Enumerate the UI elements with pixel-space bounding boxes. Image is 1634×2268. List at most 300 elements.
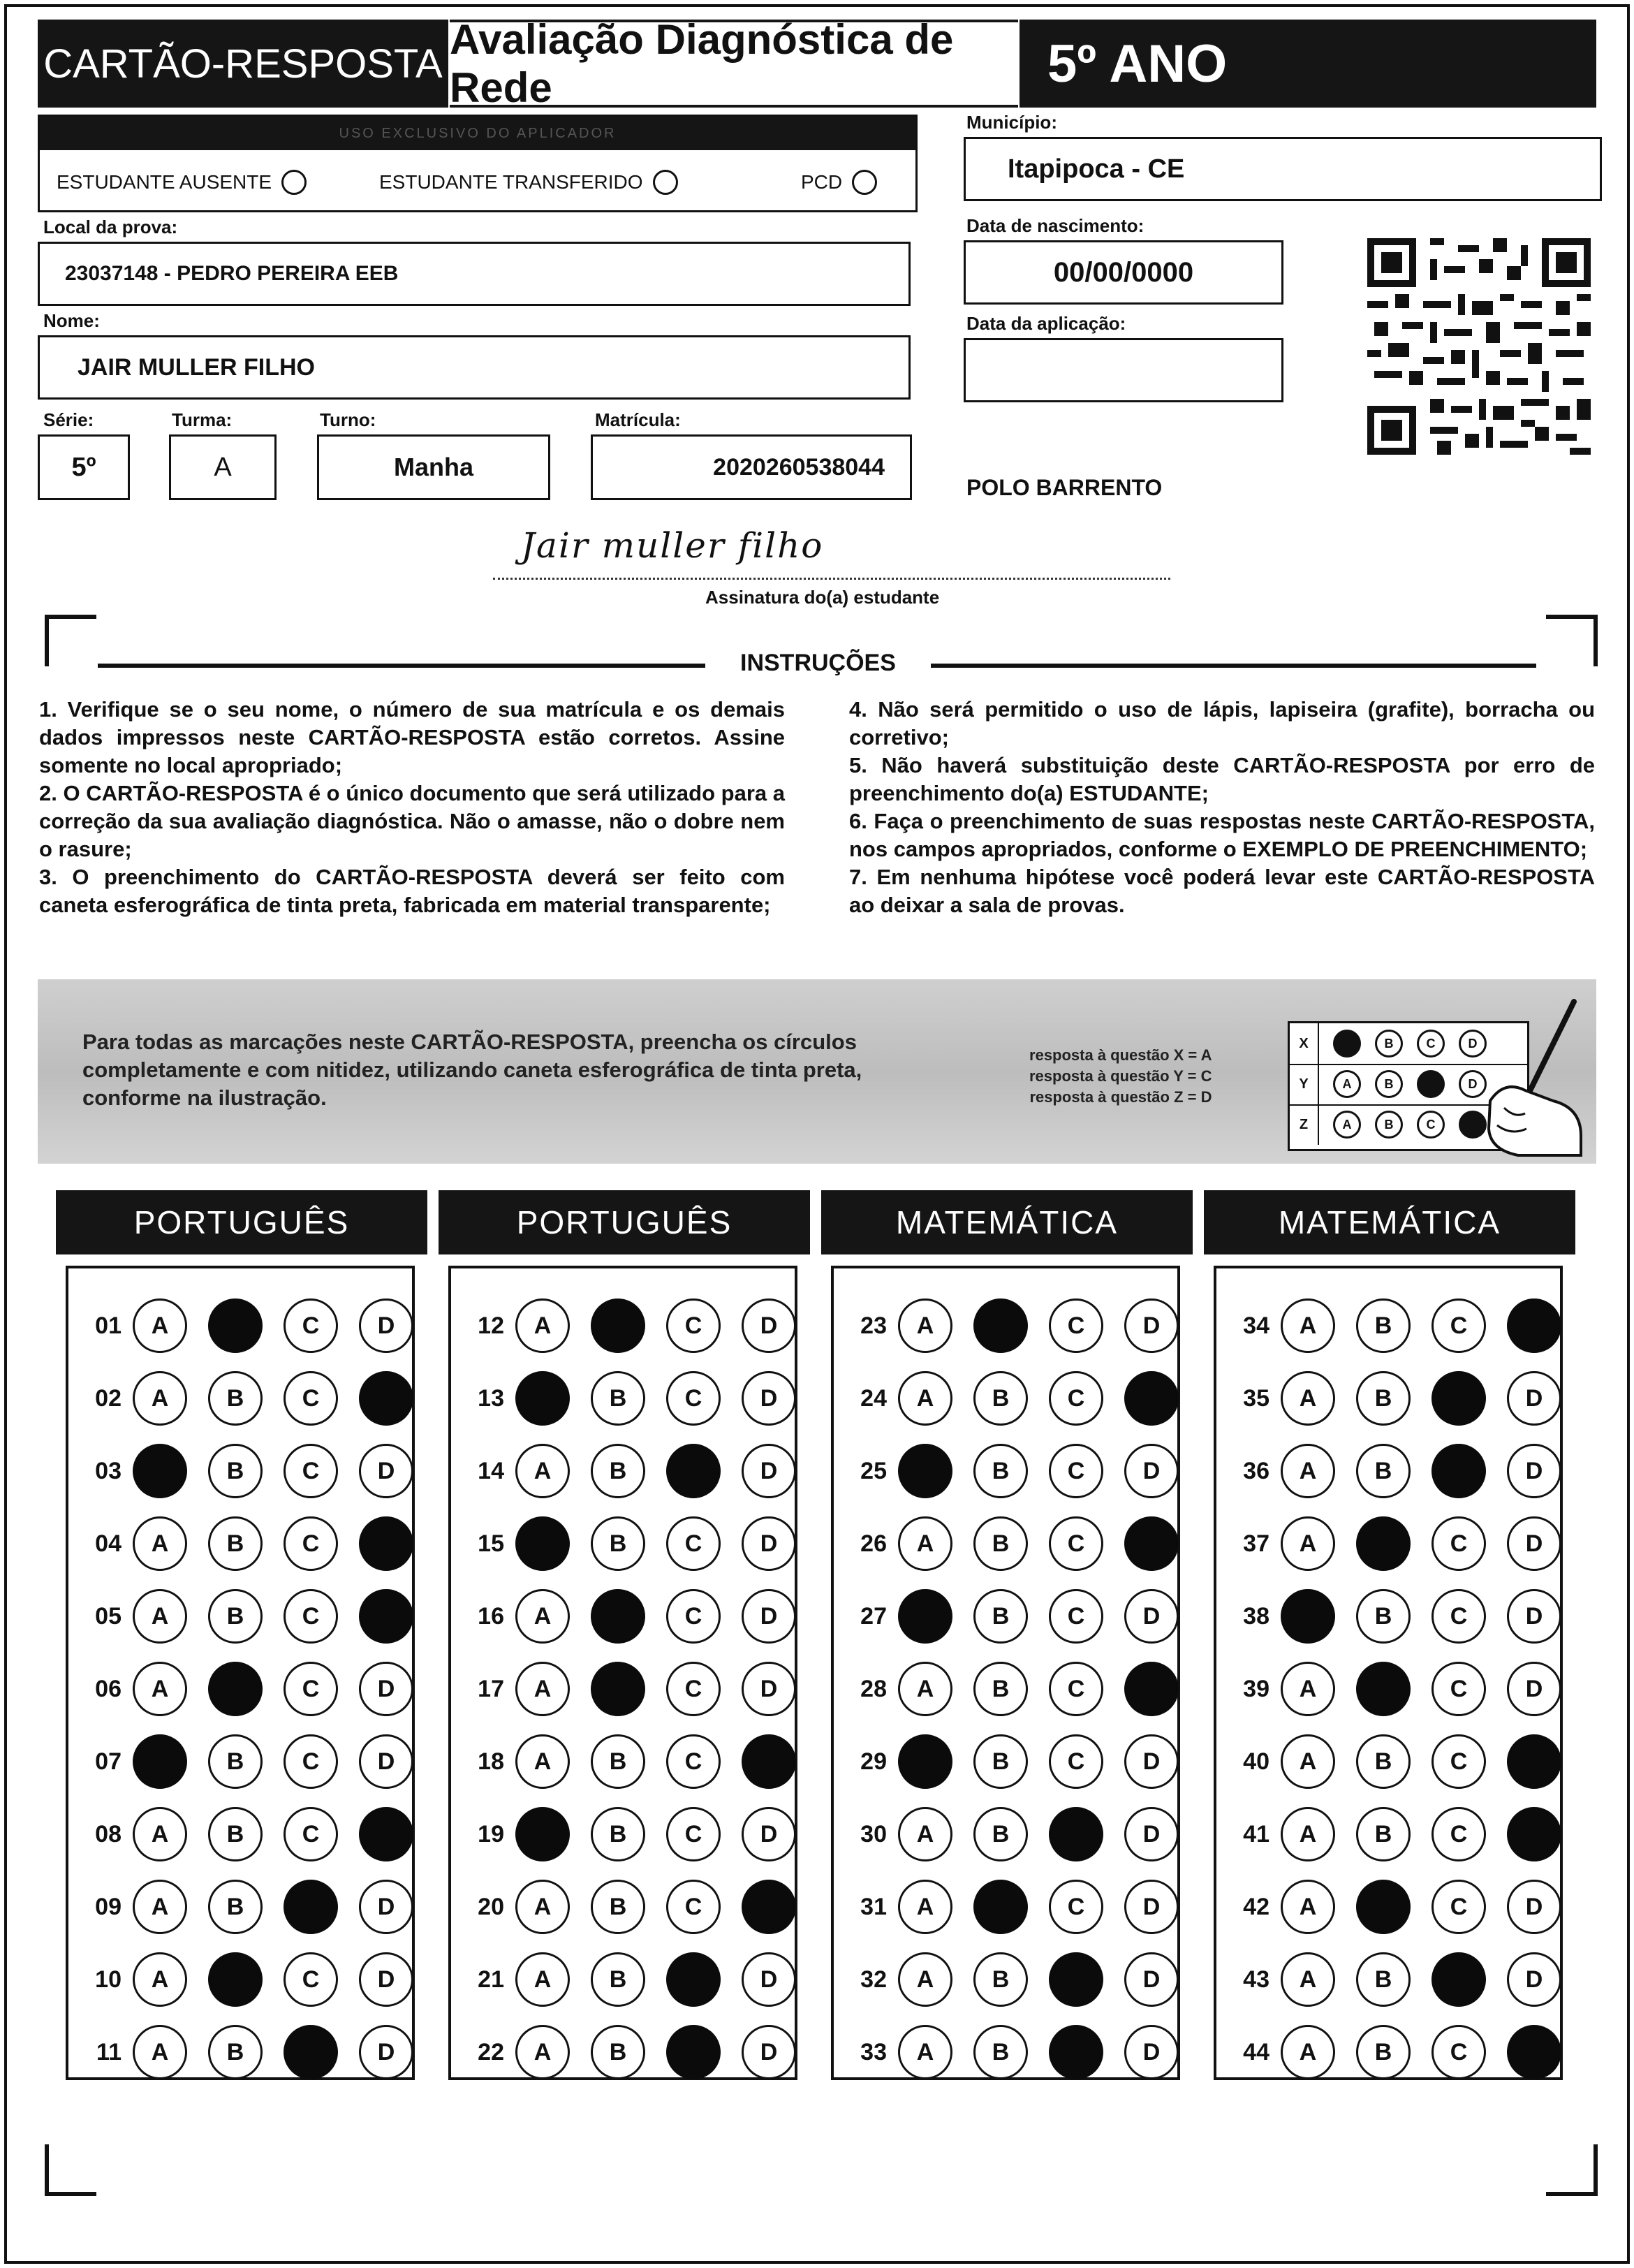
question-row bbox=[75, 1952, 434, 2007]
instruction-6: 6. Faça o preenchimento de suas respostas neste CARTÃO-RESPOSTA, nos campos apropriados, conforme o EXEMPLO DE PREENCHIMENTO; bbox=[849, 809, 1595, 861]
question-row bbox=[75, 1734, 434, 1790]
example-bubble: A bbox=[1333, 1111, 1361, 1139]
question-number: 29 bbox=[860, 1748, 887, 1775]
question-number: 23 bbox=[860, 1312, 887, 1339]
answer-bubble-b[interactable] bbox=[973, 1298, 1028, 1353]
corner-mark-bl bbox=[45, 2144, 96, 2196]
question-number: 19 bbox=[478, 1820, 504, 1848]
question-row bbox=[458, 1661, 817, 1717]
example-bubble bbox=[1333, 1030, 1361, 1058]
answer-bubble-b[interactable]: B bbox=[973, 1371, 1028, 1426]
question-row bbox=[841, 1443, 1200, 1499]
fill-example-text: Para todas as marcações neste CARTÃO-RESPOSTA, preencha os círculos completamente e com nitidez, utilizando caneta esferográfica de tinta preta, conforme na ilustração. bbox=[82, 1030, 862, 1110]
example-bubble: A bbox=[1333, 1070, 1361, 1098]
answer-bubble-a[interactable]: A bbox=[1281, 2025, 1335, 2079]
answer-bubble-b[interactable] bbox=[591, 1662, 645, 1716]
answer-bubble-a[interactable]: A bbox=[133, 1880, 187, 1934]
answer-bubble-b[interactable]: B bbox=[208, 1516, 263, 1571]
example-bubble: B bbox=[1375, 1111, 1403, 1139]
answer-bubble-b[interactable]: B bbox=[973, 1444, 1028, 1498]
answer-bubble-c[interactable] bbox=[1431, 1444, 1486, 1498]
legend-y: resposta à questão Y = C bbox=[1029, 1067, 1212, 1085]
answer-bubble-c[interactable]: C bbox=[284, 1734, 338, 1789]
example-row-label: Y bbox=[1290, 1064, 1319, 1104]
question-number: 20 bbox=[478, 1893, 504, 1920]
question-number: 13 bbox=[478, 1384, 504, 1412]
serie-field: 5º bbox=[38, 434, 130, 500]
example-bubble: D bbox=[1459, 1030, 1487, 1058]
question-row bbox=[841, 1588, 1200, 1644]
answer-bubble-b[interactable]: B bbox=[973, 1662, 1028, 1716]
question-row bbox=[458, 1443, 817, 1499]
example-bubble: B bbox=[1375, 1030, 1403, 1058]
answer-bubble-b[interactable] bbox=[591, 1298, 645, 1353]
answer-bubble-d[interactable]: D bbox=[359, 1444, 413, 1498]
answer-bubble-c[interactable] bbox=[666, 1444, 721, 1498]
answer-block bbox=[1214, 1266, 1563, 2080]
answer-bubble-a[interactable]: A bbox=[515, 1589, 570, 1644]
example-row-label: X bbox=[1290, 1023, 1319, 1064]
answer-bubble-d[interactable] bbox=[1124, 1371, 1179, 1426]
question-row bbox=[841, 1516, 1200, 1572]
answer-bubble-d[interactable]: D bbox=[1124, 2025, 1179, 2079]
instruction-7: 7. Em nenhuma hipótese você poderá levar este CARTÃO-RESPOSTA ao deixar a sala de provas. bbox=[849, 865, 1595, 917]
example-bubble: C bbox=[1417, 1030, 1445, 1058]
answer-bubble-d[interactable] bbox=[1507, 1734, 1561, 1789]
answer-bubble-b[interactable]: B bbox=[208, 1444, 263, 1498]
answer-bubble-d[interactable]: D bbox=[742, 1298, 796, 1353]
answer-bubble-d[interactable] bbox=[359, 1589, 413, 1644]
answer-bubble-d[interactable]: D bbox=[742, 2025, 796, 2079]
answer-bubble-a[interactable]: A bbox=[515, 1880, 570, 1934]
question-number: 03 bbox=[95, 1457, 122, 1484]
answer-bubble-a[interactable]: A bbox=[898, 2025, 952, 2079]
question-number: 26 bbox=[860, 1530, 887, 1557]
answer-bubble-c[interactable]: C bbox=[666, 1662, 721, 1716]
answer-bubble-d[interactable] bbox=[1507, 1298, 1561, 1353]
question-number: 31 bbox=[860, 1893, 887, 1920]
pcd-radio[interactable] bbox=[852, 170, 877, 195]
legend-x: resposta à questão X = A bbox=[1029, 1046, 1212, 1064]
absent-radio[interactable] bbox=[281, 170, 307, 195]
matricula-label: Matrícula: bbox=[595, 409, 681, 430]
answer-bubble-a[interactable] bbox=[1281, 1589, 1335, 1644]
answer-bubble-b[interactable]: B bbox=[591, 2025, 645, 2079]
answer-bubble-b[interactable]: B bbox=[591, 1807, 645, 1861]
question-number: 28 bbox=[860, 1675, 887, 1702]
answer-bubble-d[interactable]: D bbox=[359, 1880, 413, 1934]
section-header: PORTUGUÊS bbox=[56, 1190, 427, 1254]
answer-bubble-c[interactable]: C bbox=[284, 1807, 338, 1861]
answer-bubble-a[interactable]: A bbox=[898, 1662, 952, 1716]
answer-bubble-d[interactable]: D bbox=[1124, 1807, 1179, 1861]
question-row bbox=[1223, 1298, 1582, 1354]
municipio-field: Itapipoca - CE bbox=[964, 137, 1602, 201]
question-row bbox=[458, 2024, 817, 2080]
question-row bbox=[841, 1298, 1200, 1354]
question-number: 33 bbox=[860, 2038, 887, 2065]
answer-bubble-a[interactable]: A bbox=[1281, 1952, 1335, 2007]
answer-bubble-a[interactable] bbox=[898, 1734, 952, 1789]
answer-bubble-a[interactable]: A bbox=[898, 1952, 952, 2007]
question-number: 05 bbox=[95, 1602, 122, 1630]
answer-bubble-a[interactable] bbox=[515, 1516, 570, 1571]
question-row bbox=[458, 1370, 817, 1426]
answer-bubble-d[interactable] bbox=[1507, 2025, 1561, 2079]
question-number: 02 bbox=[95, 1384, 122, 1412]
answer-bubble-b[interactable] bbox=[208, 1662, 263, 1716]
answer-bubble-b[interactable] bbox=[1356, 1516, 1411, 1571]
answer-bubble-c[interactable]: C bbox=[666, 1298, 721, 1353]
question-row bbox=[75, 1370, 434, 1426]
question-row bbox=[1223, 1661, 1582, 1717]
answer-bubble-d[interactable] bbox=[1124, 1662, 1179, 1716]
answer-bubble-c[interactable]: C bbox=[1049, 1662, 1103, 1716]
aplicacao-label: Data da aplicação: bbox=[966, 313, 1126, 334]
answer-bubble-b[interactable]: B bbox=[591, 1516, 645, 1571]
question-number: 16 bbox=[478, 1602, 504, 1630]
nome-label: Nome: bbox=[43, 310, 100, 331]
answer-bubble-c[interactable]: C bbox=[284, 1444, 338, 1498]
answer-bubble-a[interactable] bbox=[898, 1589, 952, 1644]
answer-bubble-a[interactable] bbox=[133, 1734, 187, 1789]
answer-bubble-b[interactable]: B bbox=[1356, 1952, 1411, 2007]
answer-bubble-b[interactable]: B bbox=[973, 1952, 1028, 2007]
instruction-5: 5. Não haverá substituição deste CARTÃO-RESPOSTA por erro de preenchimento do(a) ESTUDANTE; bbox=[849, 753, 1595, 805]
question-row bbox=[1223, 1516, 1582, 1572]
question-row bbox=[75, 1661, 434, 1717]
answer-bubble-c[interactable] bbox=[666, 1952, 721, 2007]
question-row bbox=[1223, 1370, 1582, 1426]
question-number: 41 bbox=[1243, 1820, 1269, 1848]
question-number: 34 bbox=[1243, 1312, 1269, 1339]
nascimento-label: Data de nascimento: bbox=[966, 215, 1144, 236]
answer-bubble-a[interactable]: A bbox=[1281, 1880, 1335, 1934]
answer-bubble-d[interactable] bbox=[359, 1807, 413, 1861]
legend-z: resposta à questão Z = D bbox=[1029, 1088, 1212, 1106]
applicator-strip: USO EXCLUSIVO DO APLICADOR bbox=[40, 117, 915, 150]
question-row bbox=[458, 1879, 817, 1935]
answer-bubble-c[interactable]: C bbox=[1049, 1734, 1103, 1789]
answer-bubble-c[interactable] bbox=[1431, 1952, 1486, 2007]
answer-bubble-b[interactable]: B bbox=[208, 1880, 263, 1934]
question-number: 11 bbox=[96, 2038, 122, 2065]
answer-bubble-c[interactable]: C bbox=[1431, 1298, 1486, 1353]
answer-bubble-a[interactable]: A bbox=[133, 2025, 187, 2079]
answer-bubble-a[interactable]: A bbox=[133, 1371, 187, 1426]
fill-example-legend bbox=[1029, 1045, 1212, 1108]
answer-bubble-b[interactable]: B bbox=[973, 2025, 1028, 2079]
answer-bubble-d[interactable]: D bbox=[359, 1734, 413, 1789]
question-number: 08 bbox=[95, 1820, 122, 1848]
signature-caption: Assinatura do(a) estudante bbox=[705, 587, 940, 608]
answer-bubble-b[interactable] bbox=[208, 1952, 263, 2007]
answer-bubble-d[interactable]: D bbox=[1124, 1880, 1179, 1934]
local-label: Local da prova: bbox=[43, 217, 178, 237]
question-number: 18 bbox=[478, 1748, 504, 1775]
answer-bubble-b[interactable] bbox=[208, 1298, 263, 1353]
answer-bubble-c[interactable] bbox=[1049, 1807, 1103, 1861]
serie-label: Série: bbox=[43, 409, 94, 430]
answer-bubble-b[interactable]: B bbox=[1356, 1444, 1411, 1498]
answer-bubble-a[interactable]: A bbox=[1281, 1662, 1335, 1716]
question-number: 40 bbox=[1243, 1748, 1269, 1775]
answer-bubble-a[interactable]: A bbox=[133, 1298, 187, 1353]
answer-bubble-d[interactable]: D bbox=[1507, 1444, 1561, 1498]
question-number: 06 bbox=[95, 1675, 122, 1702]
answer-bubble-a[interactable]: A bbox=[133, 1662, 187, 1716]
transferred-radio[interactable] bbox=[653, 170, 678, 195]
answer-bubble-b[interactable] bbox=[1356, 1662, 1411, 1716]
question-number: 17 bbox=[478, 1675, 504, 1702]
answer-bubble-a[interactable]: A bbox=[515, 1298, 570, 1353]
answer-bubble-d[interactable]: D bbox=[742, 1807, 796, 1861]
instruction-2: 2. O CARTÃO-RESPOSTA é o único documento que será utilizado para a correção da sua avaliação diagnóstica. Não o amasse, não o dobre nem o rasure; bbox=[39, 781, 785, 861]
answer-bubble-a[interactable]: A bbox=[515, 2025, 570, 2079]
answer-bubble-d[interactable] bbox=[359, 1516, 413, 1571]
answer-bubble-b[interactable]: B bbox=[591, 1444, 645, 1498]
absent-option[interactable] bbox=[57, 170, 307, 195]
answer-bubble-c[interactable]: C bbox=[1049, 1589, 1103, 1644]
answer-bubble-a[interactable]: A bbox=[898, 1807, 952, 1861]
answer-bubble-c[interactable]: C bbox=[1431, 2025, 1486, 2079]
answer-bubble-a[interactable]: A bbox=[898, 1880, 952, 1934]
polo-label: POLO BARRENTO bbox=[966, 475, 1163, 500]
answer-bubble-b[interactable]: B bbox=[973, 1734, 1028, 1789]
question-row bbox=[1223, 1588, 1582, 1644]
turma-label: Turma: bbox=[172, 409, 233, 430]
answer-bubble-d[interactable]: D bbox=[742, 1371, 796, 1426]
answer-bubble-c[interactable]: C bbox=[1049, 1880, 1103, 1934]
question-row bbox=[75, 1806, 434, 1862]
answer-bubble-c[interactable] bbox=[1049, 1952, 1103, 2007]
answer-bubble-c[interactable]: C bbox=[666, 1589, 721, 1644]
answer-bubble-a[interactable]: A bbox=[1281, 1298, 1335, 1353]
question-number: 32 bbox=[860, 1966, 887, 1993]
question-row bbox=[75, 2024, 434, 2080]
answer-bubble-c[interactable]: C bbox=[284, 1298, 338, 1353]
answer-bubble-b[interactable] bbox=[591, 1589, 645, 1644]
question-row bbox=[1223, 1443, 1582, 1499]
answer-bubble-a[interactable] bbox=[898, 1444, 952, 1498]
answer-bubble-d[interactable]: D bbox=[1507, 1952, 1561, 2007]
section-header: MATEMÁTICA bbox=[1204, 1190, 1575, 1254]
answer-bubble-b[interactable]: B bbox=[208, 1807, 263, 1861]
answer-bubble-c[interactable]: C bbox=[1049, 1298, 1103, 1353]
answer-bubble-c[interactable] bbox=[284, 1880, 338, 1934]
answer-bubble-d[interactable]: D bbox=[742, 1952, 796, 2007]
answer-bubble-d[interactable]: D bbox=[359, 1952, 413, 2007]
answer-bubble-b[interactable]: B bbox=[208, 1371, 263, 1426]
answer-bubble-d[interactable] bbox=[1507, 1807, 1561, 1861]
transferred-option[interactable] bbox=[379, 170, 678, 195]
question-row bbox=[841, 2024, 1200, 2080]
answer-bubble-a[interactable]: A bbox=[133, 1589, 187, 1644]
example-bubble: B bbox=[1375, 1070, 1403, 1098]
answer-bubble-d[interactable]: D bbox=[1507, 1662, 1561, 1716]
section-header: MATEMÁTICA bbox=[821, 1190, 1193, 1254]
answer-bubble-c[interactable] bbox=[284, 2025, 338, 2079]
example-row-label: Z bbox=[1290, 1104, 1319, 1145]
answer-bubble-d[interactable]: D bbox=[1507, 1371, 1561, 1426]
answer-bubble-d[interactable]: D bbox=[742, 1589, 796, 1644]
answer-bubble-c[interactable]: C bbox=[284, 1589, 338, 1644]
answer-bubble-c[interactable]: C bbox=[1049, 1444, 1103, 1498]
answer-bubble-c[interactable]: C bbox=[1431, 1589, 1486, 1644]
answer-bubble-b[interactable]: B bbox=[591, 1952, 645, 2007]
question-number: 42 bbox=[1243, 1893, 1269, 1920]
answer-bubble-c[interactable]: C bbox=[1049, 1516, 1103, 1571]
answer-bubble-b[interactable]: B bbox=[973, 1589, 1028, 1644]
question-row bbox=[75, 1516, 434, 1572]
instructions-right bbox=[849, 696, 1595, 919]
section-header: PORTUGUÊS bbox=[439, 1190, 810, 1254]
answer-bubble-c[interactable] bbox=[1049, 2025, 1103, 2079]
question-number: 07 bbox=[95, 1748, 122, 1775]
answer-bubble-c[interactable]: C bbox=[1431, 1734, 1486, 1789]
answer-bubble-d[interactable]: D bbox=[1124, 1734, 1179, 1789]
answer-bubble-d[interactable] bbox=[742, 1880, 796, 1934]
answer-bubble-a[interactable]: A bbox=[898, 1371, 952, 1426]
question-row bbox=[458, 1588, 817, 1644]
answer-bubble-a[interactable]: A bbox=[1281, 1516, 1335, 1571]
answer-bubble-a[interactable]: A bbox=[1281, 1371, 1335, 1426]
answer-bubble-d[interactable]: D bbox=[359, 1662, 413, 1716]
question-number: 36 bbox=[1243, 1457, 1269, 1484]
absent-label: ESTUDANTE AUSENTE bbox=[57, 171, 272, 193]
question-row bbox=[458, 1516, 817, 1572]
card-type-title: CARTÃO-RESPOSTA bbox=[38, 20, 448, 108]
answer-block bbox=[448, 1266, 797, 2080]
example-bubble bbox=[1417, 1070, 1445, 1098]
answer-bubble-c[interactable]: C bbox=[1431, 1662, 1486, 1716]
answer-bubble-b[interactable]: B bbox=[1356, 1589, 1411, 1644]
answer-bubble-c[interactable]: C bbox=[1431, 1880, 1486, 1934]
answer-bubble-b[interactable]: B bbox=[1356, 1298, 1411, 1353]
answer-bubble-d[interactable]: D bbox=[742, 1662, 796, 1716]
answer-bubble-a[interactable]: A bbox=[515, 1662, 570, 1716]
question-number: 38 bbox=[1243, 1602, 1269, 1630]
answer-bubble-a[interactable] bbox=[515, 1807, 570, 1861]
answer-bubble-d[interactable]: D bbox=[359, 1298, 413, 1353]
answer-bubble-c[interactable]: C bbox=[284, 1952, 338, 2007]
answer-bubble-c[interactable]: C bbox=[1431, 1516, 1486, 1571]
answer-bubble-a[interactable]: A bbox=[515, 1734, 570, 1789]
answer-bubble-a[interactable]: A bbox=[133, 1807, 187, 1861]
answer-bubble-c[interactable]: C bbox=[666, 1371, 721, 1426]
answer-bubble-a[interactable]: A bbox=[1281, 1444, 1335, 1498]
answer-bubble-b[interactable] bbox=[1356, 1880, 1411, 1934]
answer-bubble-c[interactable]: C bbox=[1049, 1371, 1103, 1426]
question-row bbox=[75, 1443, 434, 1499]
answer-bubble-b[interactable]: B bbox=[1356, 1371, 1411, 1426]
signature-handwriting: Jair muller filho bbox=[521, 525, 824, 566]
answer-bubble-b[interactable]: B bbox=[591, 1880, 645, 1934]
answer-bubble-d[interactable]: D bbox=[742, 1444, 796, 1498]
question-number: 04 bbox=[95, 1530, 122, 1557]
answer-bubble-d[interactable]: D bbox=[1124, 1589, 1179, 1644]
answer-bubble-a[interactable]: A bbox=[515, 1444, 570, 1498]
question-number: 12 bbox=[478, 1312, 504, 1339]
answer-bubble-a[interactable] bbox=[515, 1371, 570, 1426]
answer-bubble-c[interactable] bbox=[1431, 1371, 1486, 1426]
answer-bubble-c[interactable]: C bbox=[666, 1734, 721, 1789]
answer-bubble-d[interactable]: D bbox=[1507, 1589, 1561, 1644]
answer-bubble-a[interactable]: A bbox=[1281, 1807, 1335, 1861]
answer-bubble-b[interactable]: B bbox=[591, 1734, 645, 1789]
question-row bbox=[458, 1952, 817, 2007]
question-number: 10 bbox=[95, 1966, 122, 1993]
answer-bubble-b[interactable]: B bbox=[973, 1516, 1028, 1571]
answer-bubble-d[interactable]: D bbox=[1507, 1880, 1561, 1934]
answer-bubble-b[interactable]: B bbox=[208, 2025, 263, 2079]
answer-bubble-a[interactable]: A bbox=[898, 1298, 952, 1353]
local-field: 23037148 - PEDRO PEREIRA EEB bbox=[38, 242, 911, 306]
answer-bubble-c[interactable]: C bbox=[284, 1371, 338, 1426]
question-number: 30 bbox=[860, 1820, 887, 1848]
answer-bubble-c[interactable] bbox=[666, 2025, 721, 2079]
answer-bubble-b[interactable]: B bbox=[1356, 1734, 1411, 1789]
qr-code bbox=[1367, 237, 1591, 455]
answer-bubble-b[interactable] bbox=[973, 1880, 1028, 1934]
corner-mark-br bbox=[1546, 2144, 1598, 2196]
question-row bbox=[1223, 1879, 1582, 1935]
answer-bubble-d[interactable]: D bbox=[1124, 1444, 1179, 1498]
question-row bbox=[841, 1879, 1200, 1935]
answer-bubble-b[interactable]: B bbox=[208, 1589, 263, 1644]
turno-field: Manha bbox=[317, 434, 550, 500]
answer-bubble-b[interactable]: B bbox=[591, 1371, 645, 1426]
answer-bubble-b[interactable]: B bbox=[208, 1734, 263, 1789]
question-row bbox=[75, 1298, 434, 1354]
question-number: 15 bbox=[478, 1530, 504, 1557]
pcd-option[interactable] bbox=[801, 170, 877, 195]
answer-bubble-a[interactable]: A bbox=[515, 1952, 570, 2007]
answer-bubble-b[interactable]: B bbox=[1356, 2025, 1411, 2079]
answer-bubble-c[interactable]: C bbox=[284, 1516, 338, 1571]
answer-bubble-a[interactable] bbox=[133, 1444, 187, 1498]
question-row bbox=[1223, 1806, 1582, 1862]
answer-bubble-a[interactable]: A bbox=[133, 1516, 187, 1571]
answer-bubble-d[interactable]: D bbox=[1124, 1298, 1179, 1353]
answer-bubble-c[interactable]: C bbox=[666, 1516, 721, 1571]
answer-bubble-c[interactable]: C bbox=[666, 1807, 721, 1861]
answer-bubble-d[interactable]: D bbox=[742, 1516, 796, 1571]
instruction-3: 3. O preenchimento do CARTÃO-RESPOSTA deverá ser feito com caneta esferográfica de tinta preta, fabricada em material transparente; bbox=[39, 865, 785, 917]
answer-bubble-b[interactable]: B bbox=[973, 1807, 1028, 1861]
aplicacao-field bbox=[964, 338, 1283, 402]
question-number: 09 bbox=[95, 1893, 122, 1920]
instruction-1: 1. Verifique se o seu nome, o número de sua matrícula e os demais dados impressos neste CARTÃO-RESPOSTA estão corretos. Assine somente no local apropriado; bbox=[39, 697, 785, 777]
answer-bubble-d[interactable]: D bbox=[1124, 1952, 1179, 2007]
answer-bubble-a[interactable]: A bbox=[133, 1952, 187, 2007]
answer-bubble-d[interactable]: D bbox=[359, 2025, 413, 2079]
answer-bubble-c[interactable]: C bbox=[666, 1880, 721, 1934]
answer-bubble-d[interactable] bbox=[1124, 1516, 1179, 1571]
answer-bubble-a[interactable]: A bbox=[1281, 1734, 1335, 1789]
answer-bubble-d[interactable] bbox=[742, 1734, 796, 1789]
question-row bbox=[458, 1734, 817, 1790]
answer-bubble-c[interactable]: C bbox=[1431, 1807, 1486, 1861]
question-row bbox=[841, 1734, 1200, 1790]
answer-bubble-b[interactable]: B bbox=[1356, 1807, 1411, 1861]
answer-bubble-d[interactable]: D bbox=[1507, 1516, 1561, 1571]
question-row bbox=[75, 1879, 434, 1935]
corner-mark-tl bbox=[45, 615, 96, 666]
answer-bubble-a[interactable]: A bbox=[898, 1516, 952, 1571]
answer-bubble-c[interactable]: C bbox=[284, 1662, 338, 1716]
answer-bubble-d[interactable] bbox=[359, 1371, 413, 1426]
